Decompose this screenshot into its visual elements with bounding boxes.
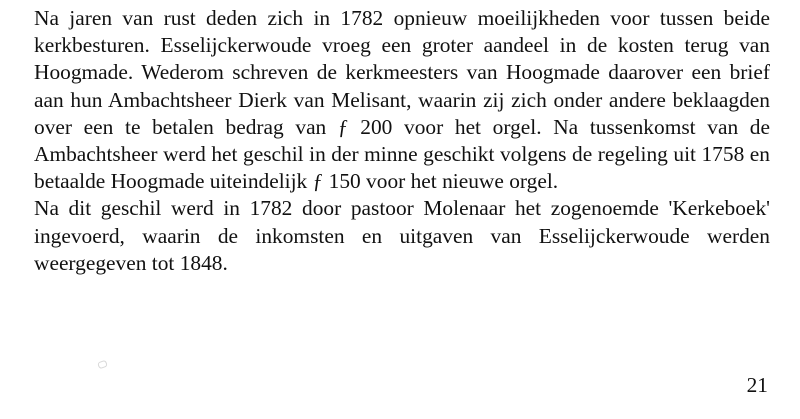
- scan-speck: [97, 360, 108, 370]
- body-text: [34, 5, 770, 277]
- page-number: 21: [746, 373, 768, 397]
- paragraph-2: Na dit geschil werd in 1782 door pastoor Molenaar het zogenoemde 'Kerkeboek' ingevoerd, waarin de inkomsten en uitgaven van Esselijckerwoude werden weergegeven tot 1848.: [34, 196, 770, 275]
- paragraph-1: Na jaren van rust deden zich in 1782 opnieuw moeilijkheden voor tussen beide kerkbesturen. Esselijckerwoude vroeg een groter aandeel in de kosten terug van Hoogmade. Wederom schreven de kerkmeesters van Hoogmade daarover een brief aan hun Ambachtsheer Dierk van Melisant, waarin zij zich onder andere beklaagden over een te betalen bedrag van ƒ 200 voor het orgel. Na tussenkomst van de Ambachtsheer werd het geschil in der minne geschikt volgens de regeling uit 1758 en betaalde Hoogmade uiteindelijk ƒ 150 voor het nieuwe orgel.: [34, 6, 770, 194]
